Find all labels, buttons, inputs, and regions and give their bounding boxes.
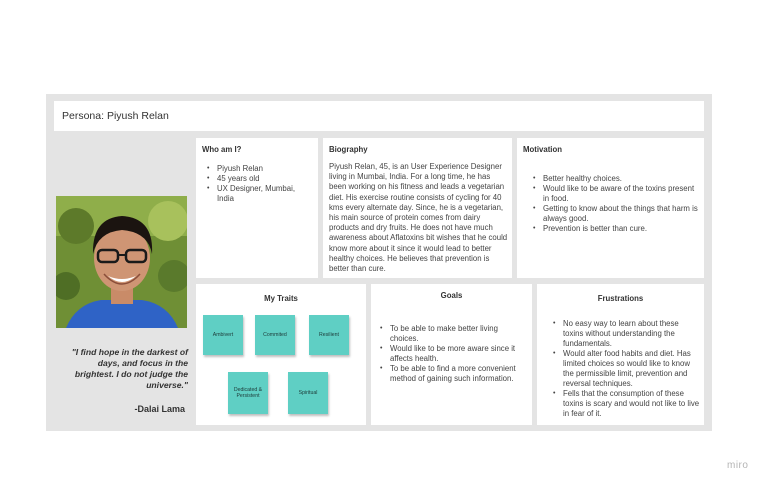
- frustrations-list: [552, 319, 700, 419]
- frustrations-card[interactable]: [537, 284, 704, 425]
- list-item: • Prevention is better than cure.: [532, 224, 700, 234]
- list-item: • No easy way to learn about these toxins without understanding the fundamentals.: [552, 319, 700, 349]
- sticky-note[interactable]: Dedicated & Persistent: [228, 372, 268, 414]
- list-item: • Piyush Relan: [206, 164, 310, 174]
- list-item: • Would like to be more aware since it affects health.: [379, 344, 527, 364]
- sticky-note[interactable]: Ambivert: [203, 315, 243, 355]
- motivation-card[interactable]: [517, 138, 704, 278]
- traits-title: My Traits: [264, 294, 298, 303]
- who-am-i-title: Who am I?: [202, 145, 242, 154]
- persona-title[interactable]: Persona: Piyush Relan: [54, 101, 704, 131]
- list-item: • Better healthy choices.: [532, 174, 700, 184]
- who-am-i-card[interactable]: [196, 138, 318, 278]
- frustrations-title: Frustrations: [597, 294, 644, 303]
- goals-title: Goals: [440, 291, 463, 300]
- list-item: • Getting to know about the things that harm is always good.: [532, 204, 700, 224]
- list-item: • To be able to make better living choices.: [379, 324, 527, 344]
- persona-photo[interactable]: [56, 196, 187, 328]
- sticky-note[interactable]: Spiritual: [288, 372, 328, 414]
- biography-card[interactable]: [323, 138, 512, 278]
- list-item: • Would alter food habits and diet. Has limited choices so would like to know the permissible limit, prevention and reversal techniques.: [552, 349, 700, 389]
- quote-author: -Dalai Lama: [134, 404, 185, 414]
- list-item: • UX Designer, Mumbai, India: [206, 184, 310, 204]
- list-item: • To be able to find a more convenient method of gaining such information.: [379, 364, 527, 384]
- sticky-note[interactable]: Resilient: [309, 315, 349, 355]
- who-am-i-list: [206, 164, 310, 204]
- persona-photo-image: [56, 196, 187, 328]
- list-item: • Would like to be aware of the toxins present in food.: [532, 184, 700, 204]
- persona-quote: "I find hope in the darkest of days, and focus in the brightest. I do not judge the universe.": [71, 347, 188, 390]
- list-item: • Fells that the consumption of these toxins is scary and would not like to live in fear of it.: [552, 389, 700, 419]
- biography-title: Biography: [329, 145, 368, 154]
- sticky-note[interactable]: Commited: [255, 315, 295, 355]
- list-item: • 45 years old: [206, 174, 310, 184]
- traits-card[interactable]: [196, 284, 366, 425]
- miro-logo: miro: [727, 460, 749, 471]
- motivation-title: Motivation: [523, 145, 562, 154]
- motivation-list: [532, 174, 700, 234]
- biography-text: Piyush Relan, 45, is an User Experience Designer living in Mumbai, India. For a long time, he has been working on his fitness and leads a vegetarian diet. His exercise routine consists of cycling for 40 kms every alternate day. Since, he is a vegetarian, his main source of protein comes from dairy products and dry fruits. He does not have much awareness about Aflatoxins bit wishes that he could know more about it since it would lead to better healthy choices. He believes that prevention is better than cure.: [329, 162, 508, 274]
- goals-list: [379, 324, 527, 384]
- goals-card[interactable]: [371, 284, 532, 425]
